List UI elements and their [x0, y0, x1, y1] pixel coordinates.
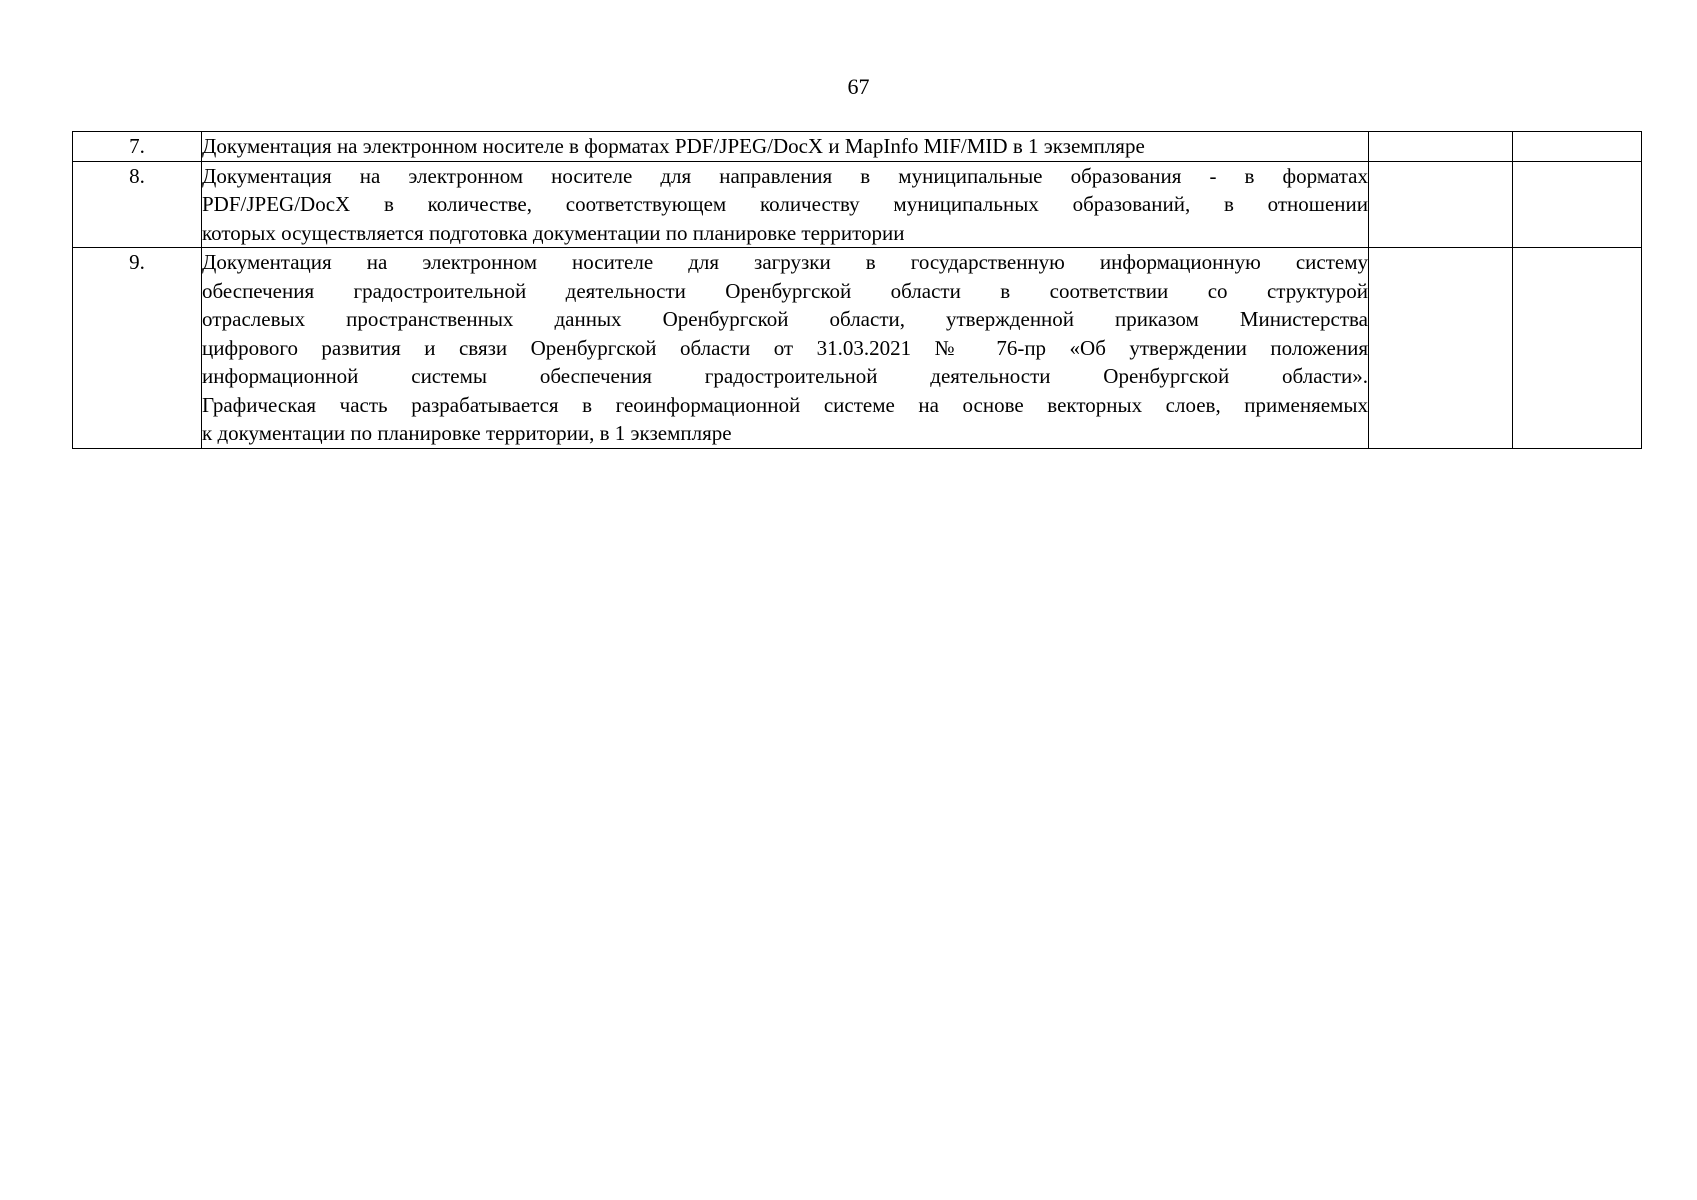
description-line: Документация на электронном носителе для направления в муниципальные образования - в форматах — [202, 163, 1368, 188]
row-col3-cell — [1369, 161, 1513, 248]
description-line: к документации по планировке территории, в 1 экземпляре — [202, 421, 732, 445]
row-col4-cell — [1513, 248, 1642, 449]
row-number: 7. — [129, 134, 145, 158]
description-line: цифрового развития и связи Оренбургской области от 31.03.2021 № 76-пр «Об утверждении положения — [202, 335, 1368, 360]
row-col4-cell — [1513, 132, 1642, 162]
document-table — [72, 131, 1642, 449]
description-line: Документация на электронном носителе в форматах PDF/JPEG/DocX и MapInfo MIF/MID в 1 экземпляре — [202, 134, 1145, 158]
page-number: 67 — [847, 74, 870, 99]
description-line: информационной системы обеспечения градостроительной деятельности Оренбургской области». — [202, 364, 1368, 388]
table-row — [73, 161, 1642, 248]
row-col3-cell — [1369, 132, 1513, 162]
table-row — [73, 248, 1642, 449]
description-line: Графическая часть разрабатывается в геоинформационной системе на основе векторных слоев, применяемых — [202, 392, 1368, 417]
row-number-cell — [73, 248, 202, 449]
table-row — [73, 132, 1642, 162]
description-line: Документация на электронном носителе для загрузки в государственную информационную систему — [202, 250, 1368, 274]
row-number: 9. — [129, 250, 145, 274]
row-number-cell — [73, 161, 202, 248]
description-line: обеспечения градостроительной деятельности Оренбургской области в соответствии со структурой — [202, 278, 1368, 303]
description-line: PDF/JPEG/DocX в количестве, соответствующем количеству муниципальных образований, в отношении — [202, 192, 1368, 216]
row-description-cell — [202, 132, 1369, 162]
row-number-cell — [73, 132, 202, 162]
row-col3-cell — [1369, 248, 1513, 449]
description-line: отраслевых пространственных данных Оренбургской области, утвержденной приказом Министерства — [202, 307, 1368, 331]
row-col4-cell — [1513, 161, 1642, 248]
row-number: 8. — [129, 163, 145, 188]
table-body — [73, 132, 1642, 449]
row-description-cell — [202, 248, 1369, 449]
row-description-cell — [202, 161, 1369, 248]
description-line: которых осуществляется подготовка документации по планировке территории — [202, 220, 905, 245]
